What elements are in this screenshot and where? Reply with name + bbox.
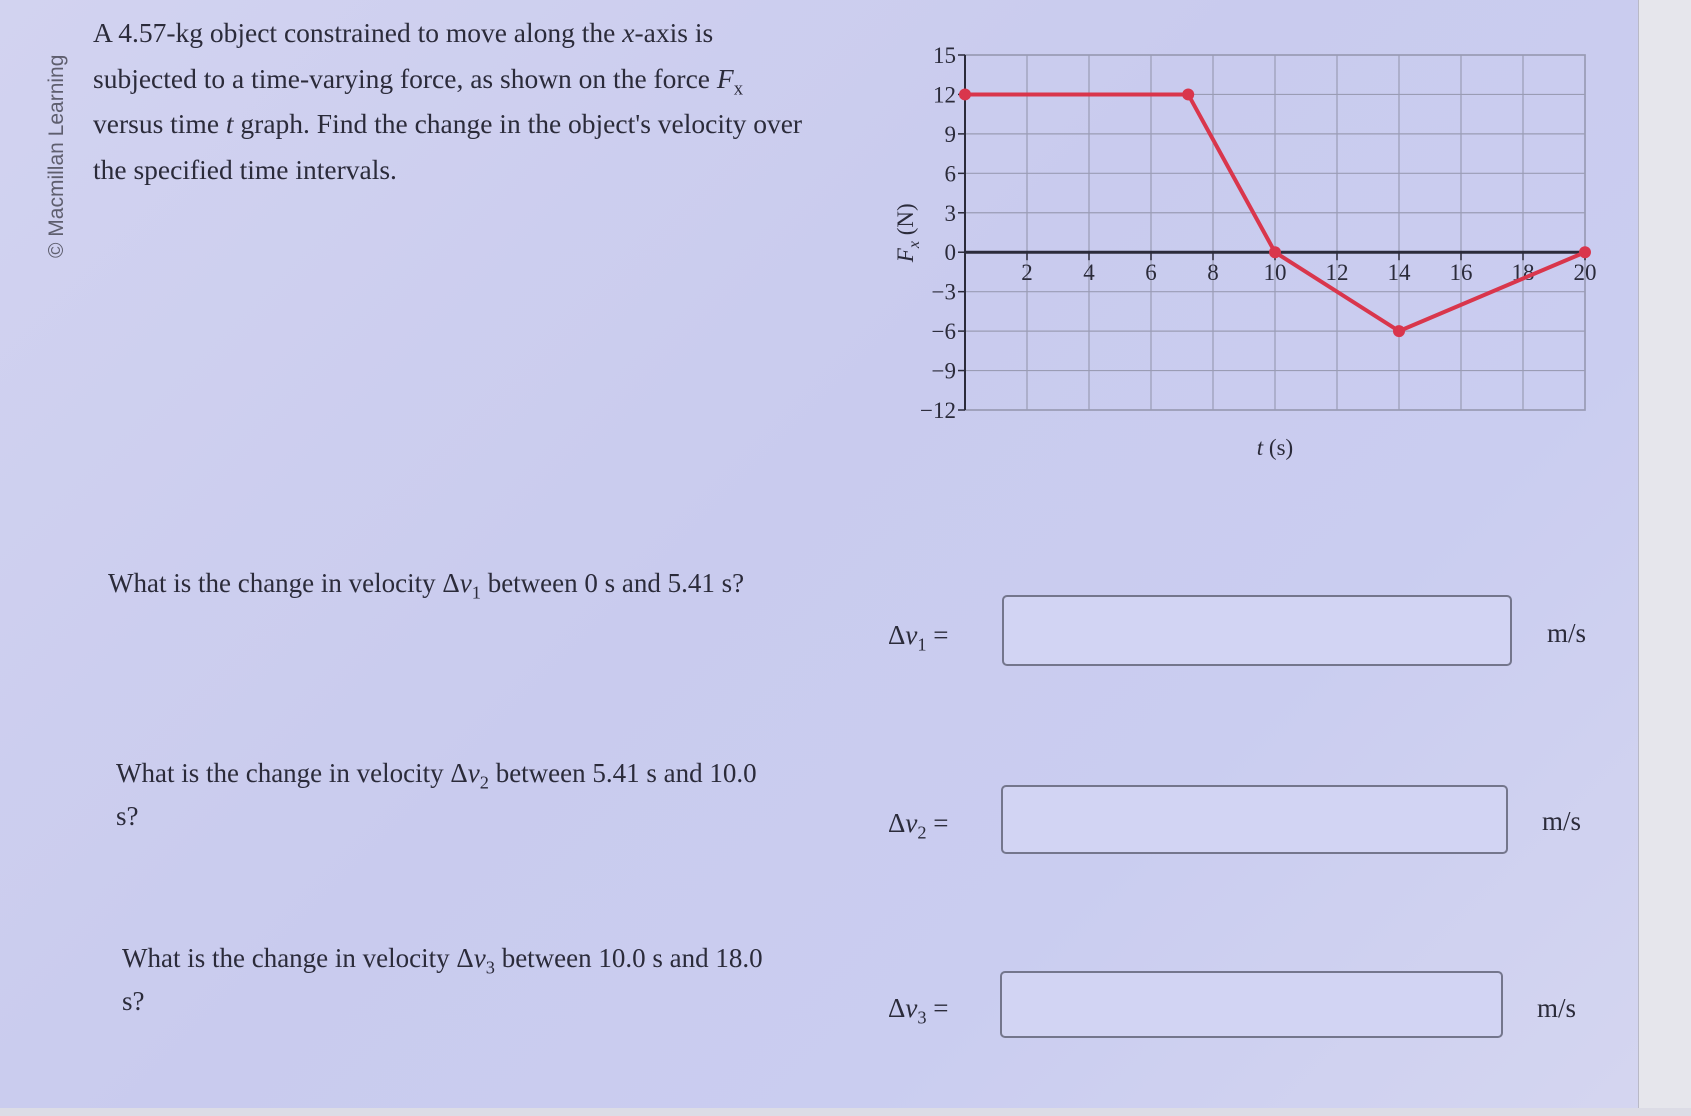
right-edge-panel (1638, 0, 1691, 1116)
y-tick-label: 0 (944, 240, 956, 266)
answer-2-label-eq: = (926, 808, 949, 838)
y-tick-label: −9 (931, 358, 956, 384)
y-axis-title-sub: x (906, 241, 923, 249)
y-tick-label: 9 (944, 121, 956, 147)
question-3 (122, 937, 782, 1023)
question-3-delta: Δ (456, 943, 474, 973)
answer-1-label-eq: = (926, 620, 949, 650)
question-2-v: v (467, 758, 480, 788)
answer-2-input[interactable] (1001, 785, 1508, 854)
force-time-chart-svg (880, 40, 1620, 480)
answer-1-label-delta: Δ (888, 620, 906, 650)
y-tick-label: 12 (933, 82, 956, 108)
answer-2-unit: m/s (1542, 806, 1582, 836)
question-3-sub: 3 (485, 957, 495, 978)
answer-3-input[interactable] (1000, 971, 1503, 1038)
force-time-chart (880, 40, 1620, 480)
problem-force-subscript: x (733, 78, 744, 99)
answer-1-input[interactable] (1002, 595, 1512, 666)
y-tick-label: −12 (920, 398, 956, 423)
question-1-text-pre: What is the change in velocity (108, 568, 443, 598)
y-tick-label: 3 (944, 200, 956, 226)
question-1-v: v (459, 568, 472, 598)
question-2-sub: 2 (479, 772, 489, 793)
problem-text-4: graph. Find the change in the object's velocity over the specified time intervals. (93, 108, 803, 185)
y-axis-title (893, 203, 923, 263)
force-data-point (959, 88, 971, 100)
question-1-delta: Δ (442, 568, 460, 598)
answer-3-label-v: v (905, 993, 918, 1023)
problem-x-symbol: x (622, 17, 635, 48)
x-tick-label: 18 (1511, 260, 1535, 286)
question-3-text-post: between 10.0 s and 18.0 s? (122, 943, 763, 1016)
y-tick-label: −3 (931, 279, 956, 305)
force-data-point (1182, 88, 1194, 100)
y-tick-label: −6 (931, 319, 956, 345)
x-tick-label: 2 (1021, 260, 1033, 286)
question-3-v: v (473, 943, 486, 973)
bottom-edge-panel (0, 1108, 1691, 1116)
y-axis-title-main: F (893, 248, 918, 263)
x-tick-label: 10 (1263, 260, 1287, 286)
answer-3-label-delta: Δ (888, 993, 906, 1023)
x-axis-title (1257, 435, 1293, 460)
question-2-delta: Δ (450, 758, 468, 788)
y-tick-label: 15 (933, 43, 956, 68)
x-tick-label: 6 (1145, 260, 1157, 286)
answer-3-label (888, 993, 949, 1028)
problem-statement (93, 10, 813, 192)
problem-force-symbol: F (716, 62, 734, 94)
answer-1-unit: m/s (1547, 618, 1587, 648)
question-1-sub: 1 (471, 582, 481, 603)
x-axis-title-unit: (s) (1263, 435, 1294, 460)
x-tick-label: 12 (1325, 260, 1349, 286)
force-data-point (1393, 325, 1405, 337)
answer-3-label-eq: = (926, 993, 949, 1023)
answer-3-unit: m/s (1537, 993, 1577, 1023)
y-tick-label: 6 (944, 161, 956, 187)
x-tick-label: 8 (1207, 260, 1219, 286)
problem-text-2: -axis is subjected to a time-varying force, as shown on the force (93, 17, 717, 94)
question-1-text-post: between 0 s and 5.41 s? (480, 568, 745, 598)
question-2-text-pre: What is the change in velocity (116, 758, 451, 788)
answer-2-label (888, 808, 949, 843)
force-data-point (1579, 246, 1591, 258)
answer-2-label-delta: Δ (888, 808, 906, 838)
answer-1-label-v: v (905, 620, 918, 650)
y-axis-title-unit: (N) (893, 203, 918, 242)
answer-3-label-sub: 3 (917, 1007, 927, 1028)
question-1 (108, 562, 828, 605)
answer-1-label-sub: 1 (917, 634, 927, 655)
x-axis-title-var: t (1256, 435, 1264, 460)
problem-text-1: A 4.57-kg object constrained to move along the (93, 17, 623, 48)
x-tick-label: 16 (1449, 260, 1473, 286)
question-2 (116, 752, 776, 838)
copyright-credit: © Macmillan Learning (45, 54, 68, 258)
x-tick-label: 4 (1083, 260, 1095, 286)
answer-1-label (888, 620, 949, 655)
x-tick-label: 14 (1387, 260, 1411, 286)
question-2-text-post: between 5.41 s and 10.0 s? (116, 758, 757, 831)
problem-text-3: versus time (93, 108, 226, 139)
problem-t-symbol: t (225, 108, 234, 139)
force-data-point (1269, 246, 1281, 258)
answer-2-label-sub: 2 (917, 822, 927, 843)
question-3-text-pre: What is the change in velocity (122, 943, 457, 973)
x-tick-label: 20 (1573, 260, 1597, 286)
answer-2-label-v: v (905, 808, 918, 838)
